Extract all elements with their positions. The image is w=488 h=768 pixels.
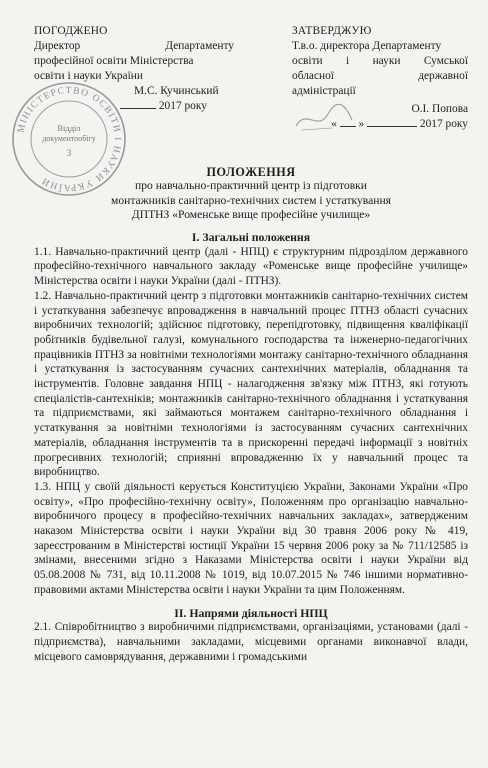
section-1-heading: І. Загальні положення [191, 230, 311, 244]
approved-line-2: освіти і науки Сумської [292, 55, 468, 67]
approved-line-3: обласної державної [292, 70, 468, 82]
approved-title: ЗАТВЕРДЖУЮ [292, 25, 372, 37]
approved-signer: О.І. Попова [411, 103, 468, 115]
seal-center-line-2: документообігу [42, 134, 96, 143]
agreed-line-1: Директор Департаменту [34, 40, 234, 52]
document-subtitle-2: монтажників санітарно-технічних систем і устаткування [110, 193, 392, 207]
document-title: ПОЛОЖЕННЯ [206, 165, 296, 179]
document-body [34, 230, 468, 664]
section-2-heading: ІІ. Напрями діяльності НПЦ [174, 605, 328, 620]
agreed-signer: М.С. Кучинський [134, 85, 219, 97]
paragraph-1-3: 1.3. НПЦ у своїй діяльності керується Конституцією України, Законами України «Про освіту», «Про професійно-технічну освіту», Положенням про організацію навчально-виробничого процесу в професійно-технічних навчальних закладах», затвердженим наказом Міністерства освіти і науки України від 30 травня 2006 року № 419, зареєстрованим в Міністерстві юстиції України 15 червня 2006 року за № 711/12585 із змінами, внесеними згідно з Наказами Міністерства освіти і науки України від 05.08.2008 № 731, від 10.11.2008 № 1019, від 10.07.2015 № 746 іншими нормативно-правовими актами Міністерства освіти і науки України та цим Положенням. [34, 480, 468, 596]
agreed-line-2: професійної освіти Міністерства [34, 55, 194, 67]
agreed-title: ПОГОДЖЕНО [34, 25, 108, 37]
paragraph-1-2: 1.2. Навчально-практичний центр з підготовки монтажників санітарно-технічних систем і устаткування забезпечує впровадження в навчальний процес ПТНЗ області сучасних виробничих технологій; здійснює підготовку, перепідготовку, підвищення кваліфікації робітників будівельної галузі, комунального господарства та інженерно-педагогічних працівників ПТНЗ за новітніми технологіями монтажу санітарно-технічного обладнання і устаткування із застосуванням сучасних сантехнічних матеріалів, обладнання та інструментів. Головне завдання НПЦ - налагодження зв'язку між ПТНЗ, які готують спеціалістів-сантехніків; монтажників санітарно-технічного обладнання і устаткування та підприємствами, які займаються монтажем санітарно-технічного обладнання і устаткування за новітніми технологіями із застосуванням сучасних сантехнічних матеріалів, обладнання інструментів та в прискоренні передачі інформації з новітніх прогресивних технологій; сприянні впровадженню їх у навчальний процес та виробництво. [34, 289, 468, 479]
paragraph-1-1: 1.1. Навчально-практичний центр (далі - НПЦ) є структурним підрозділом державного професійно-технічного навчального закладу «Роменське вище професійне училище» Міністерства освіти і науки України (далі - ПТНЗ). [34, 245, 468, 288]
agreed-line-3: освіти і науки України [34, 70, 143, 82]
approved-date: « » 2017 року [331, 118, 468, 130]
seal-center-line-1: Відділ [57, 123, 81, 133]
paragraph-2-1: 2.1. Співробітництво з виробничими підприємствами, організаціями, установами (далі - підприємства), навчальними закладами, місцевими органами виконавчої влади, місцевого самоврядування, державними і громадськими [34, 621, 468, 663]
document-subtitle-1: про навчально-практичний центр із підготовки [135, 179, 367, 193]
document-title-block [34, 165, 468, 223]
approved-line-1: Т.в.о. директора Департаменту [292, 40, 442, 52]
approved-line-4: адміністрації [292, 85, 356, 97]
agreed-date: 2017 року [34, 99, 234, 114]
seal-outer-text: МІНІСТЕРСТВО ОСВІТИ І НАУКИ УКРАЇНИ [16, 85, 123, 193]
document-subtitle-3: ДПТНЗ «Роменське вище професійне училище» [131, 208, 371, 222]
signature-stamp-mark [292, 102, 356, 136]
seal-center-number: 3 [66, 148, 72, 158]
